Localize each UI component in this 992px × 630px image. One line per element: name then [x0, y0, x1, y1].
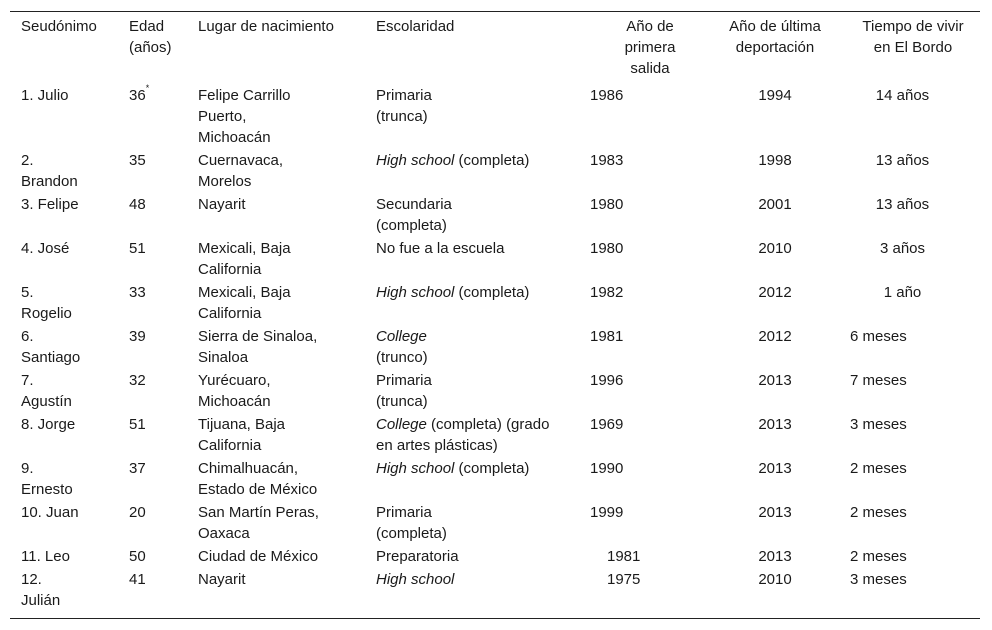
cell-seudonimo: 4. José — [21, 240, 70, 257]
cell-escolaridad: Primaria (trunca) — [376, 372, 432, 410]
cell-tiempo: 2 meses — [850, 504, 907, 521]
cell-lugar: San Martín Peras, Oaxaca — [198, 504, 319, 542]
cell-tiempo: 13 años — [875, 152, 930, 169]
cell-primera-salida: 1986 — [590, 87, 624, 104]
cell-seudonimo: 6. Santiago — [21, 328, 81, 366]
cell-ultima-deportacion: 2010 — [758, 240, 792, 257]
cell-tiempo: 2 meses — [850, 548, 907, 565]
cell-seudonimo: 12. Julián — [21, 571, 61, 609]
cell-seudonimo: 7. Agustín — [21, 372, 72, 410]
table-top-rule — [10, 11, 980, 12]
cell-escolaridad: Primaria (completa) — [376, 504, 447, 542]
cell-lugar: Tijuana, Baja California — [198, 416, 285, 454]
cell-edad: 20 — [129, 504, 146, 521]
cell-tiempo: 3 meses — [850, 571, 907, 588]
cell-tiempo: 3 meses — [850, 416, 907, 433]
cell-escolaridad: High school (completa) — [376, 284, 530, 301]
header-lugar: Lugar de nacimiento — [198, 18, 334, 35]
cell-lugar: Cuernavaca, Morelos — [198, 152, 284, 190]
cell-primera-salida: 1980 — [590, 196, 624, 213]
cell-ultima-deportacion: 1998 — [758, 152, 792, 169]
cell-escolaridad: High school — [376, 571, 455, 588]
cell-seudonimo: 3. Felipe — [21, 196, 79, 213]
cell-lugar: Yurécuaro, Michoacán — [198, 372, 271, 410]
cell-primera-salida: 1999 — [590, 504, 624, 521]
header-escolaridad: Escolaridad — [376, 18, 455, 35]
cell-primera-salida: 1996 — [590, 372, 624, 389]
cell-lugar: Ciudad de México — [198, 548, 319, 565]
cell-ultima-deportacion: 1994 — [758, 87, 792, 104]
cell-primera-salida: 1990 — [590, 460, 624, 477]
cell-primera-salida: 1981 — [607, 548, 641, 565]
cell-seudonimo: 9. Ernesto — [21, 460, 73, 498]
cell-ultima-deportacion: 2013 — [758, 416, 792, 433]
cell-tiempo: 3 años — [879, 240, 926, 257]
cell-primera-salida: 1969 — [590, 416, 624, 433]
cell-ultima-deportacion: 2013 — [758, 460, 792, 477]
cell-primera-salida: 1981 — [590, 328, 624, 345]
cell-lugar: Mexicali, Baja California — [198, 240, 291, 278]
cell-ultima-deportacion: 2013 — [758, 548, 792, 565]
cell-edad: 32 — [129, 372, 146, 389]
cell-edad: 50 — [129, 548, 146, 565]
cell-edad: 37 — [129, 460, 146, 477]
cell-ultima-deportacion: 2013 — [758, 372, 792, 389]
cell-lugar: Chimalhuacán, Estado de México — [198, 460, 318, 498]
cell-seudonimo: 11. Leo — [21, 548, 70, 565]
cell-edad: 33 — [129, 284, 146, 301]
cell-ultima-deportacion: 2012 — [758, 284, 792, 301]
cell-edad: 51 — [129, 240, 146, 257]
cell-ultima-deportacion: 2001 — [758, 196, 792, 213]
cell-escolaridad: Primaria (trunca) — [376, 87, 432, 125]
cell-escolaridad: High school (completa) — [376, 152, 530, 169]
cell-primera-salida: 1975 — [607, 571, 641, 588]
cell-ultima-deportacion: 2012 — [758, 328, 792, 345]
cell-edad: 36* — [129, 83, 150, 104]
cell-tiempo: 6 meses — [850, 328, 907, 345]
cell-lugar: Felipe Carrillo Puerto, Michoacán — [198, 87, 291, 146]
cell-lugar: Nayarit — [198, 571, 246, 588]
cell-tiempo: 2 meses — [850, 460, 907, 477]
cell-edad: 48 — [129, 196, 146, 213]
cell-tiempo: 7 meses — [850, 372, 907, 389]
cell-seudonimo: 5. Rogelio — [21, 284, 72, 322]
header-edad: Edad (años) — [129, 18, 172, 56]
cell-edad: 39 — [129, 328, 146, 345]
footnote-mark: * — [145, 83, 150, 93]
cell-escolaridad: No fue a la escuela — [376, 240, 505, 257]
table-bottom-rule — [10, 618, 980, 619]
header-primera-salida: Año de primera salida — [624, 18, 676, 77]
cell-ultima-deportacion: 2010 — [758, 571, 792, 588]
cell-edad: 35 — [129, 152, 146, 169]
cell-seudonimo: 2. Brandon — [21, 152, 78, 190]
cell-ultima-deportacion: 2013 — [758, 504, 792, 521]
cell-escolaridad: High school (completa) — [376, 460, 530, 477]
cell-primera-salida: 1982 — [590, 284, 624, 301]
cell-edad: 51 — [129, 416, 146, 433]
cell-primera-salida: 1983 — [590, 152, 624, 169]
cell-tiempo: 1 año — [883, 284, 922, 301]
cell-edad: 41 — [129, 571, 146, 588]
cell-lugar: Sierra de Sinaloa, Sinaloa — [198, 328, 318, 366]
cell-escolaridad: Preparatoria — [376, 548, 459, 565]
cell-escolaridad: Secundaria (completa) — [376, 196, 452, 234]
cell-tiempo: 13 años — [875, 196, 930, 213]
cell-seudonimo: 1. Julio — [21, 87, 69, 104]
header-tiempo: Tiempo de vivir en El Bordo — [862, 18, 964, 56]
header-seudonimo: Seudónimo — [21, 18, 97, 35]
cell-escolaridad: College (trunco) — [376, 328, 428, 366]
cell-escolaridad: College (completa) (grado en artes plásticas) — [376, 416, 550, 454]
cell-lugar: Nayarit — [198, 196, 246, 213]
cell-tiempo: 14 años — [875, 87, 930, 104]
cell-lugar: Mexicali, Baja California — [198, 284, 291, 322]
cell-seudonimo: 10. Juan — [21, 504, 79, 521]
cell-primera-salida: 1980 — [590, 240, 624, 257]
header-ultima-deportacion: Año de última deportación — [729, 18, 821, 56]
cell-seudonimo: 8. Jorge — [21, 416, 76, 433]
